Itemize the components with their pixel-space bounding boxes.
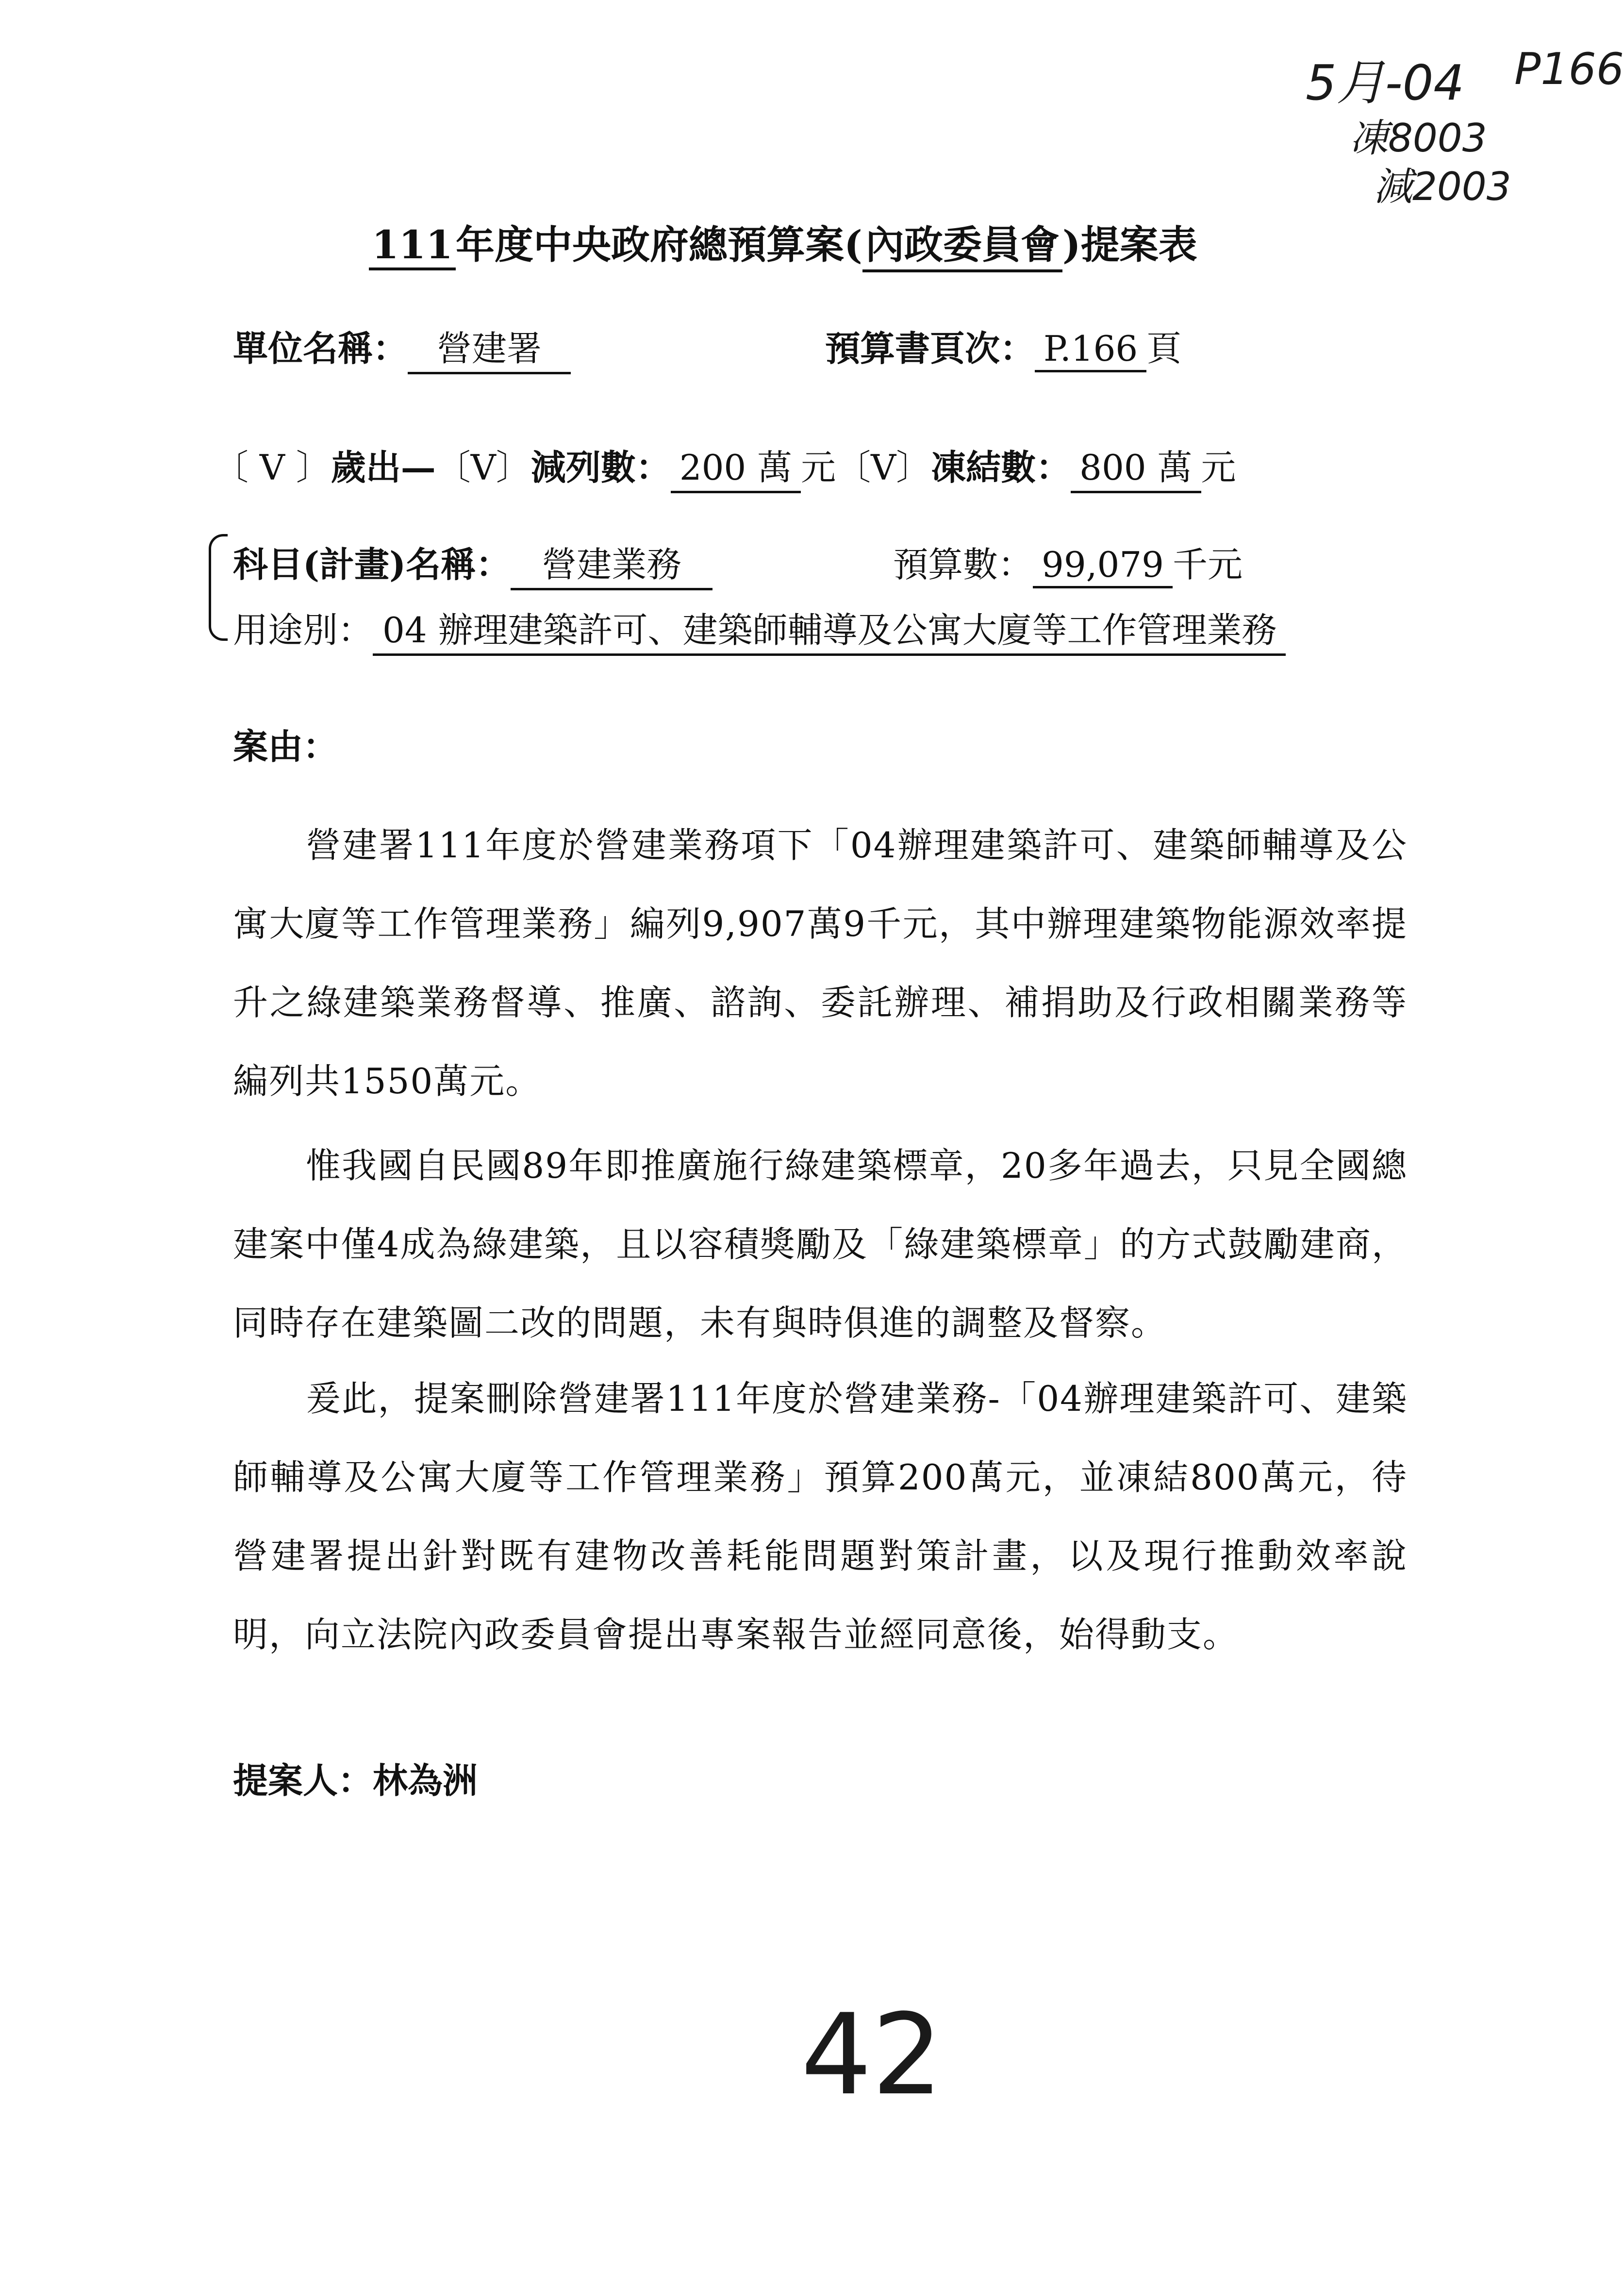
budget-page-label: 預算書頁次： [825,328,1035,369]
title-year: 111 [369,222,456,270]
freeze-label: 凍結數： [931,447,1071,488]
checkbox-reduce: 〔V〕 [435,447,531,488]
reduce-label: 減列數： [530,447,671,488]
account-row [233,536,713,590]
page-title [369,214,1197,272]
budget-amount-row [893,536,1243,588]
proposer-label: 提案人： [233,1760,373,1801]
reason-paragraph-1: 營建署111年度於營建業務項下「04辦理建築許可、建築師輔導及公寓大廈等工作管理業務」編列9,907萬9千元，其中辦理建築物能源效率提升之綠建築業務督導、推廣、諮詢、委託辦理、補捐助及行政相關業務等編列共1550萬元。 [233,825,1408,1102]
account-brace [209,534,228,641]
proposer-row [233,1753,478,1803]
expenditure-row [214,439,1236,493]
reduce-value: 200 萬 [671,439,801,493]
budget-page-suffix: 頁 [1146,328,1182,369]
checkbox-freeze: 〔V〕 [836,447,931,488]
unit-name-value: 營建署 [408,320,571,374]
handwritten-page-number: 42 [801,1990,943,2120]
purpose-row [233,602,1286,656]
unit-name-row [233,320,571,374]
reason-paragraph-3: 爰此，提案刪除營建署111年度於營建業務-「04辦理建築許可、建築師輔導及公寓大廈等工作管理業務」預算200萬元，並凍結800萬元，待營建署提出針對既有建物改善耗能問題對策計畫，以及現行推動效率說明，向立法院內政委員會提出專案報告並經同意後，始得動支。 [233,1378,1408,1655]
checkbox-expenditure: 〔 V 〕 [214,447,331,488]
handwritten-cut-amount: 減2003 [1374,164,1511,209]
title-text-b: )提案表 [1062,222,1197,267]
purpose-label: 用途別： [233,610,373,651]
budget-amount-value: 99,079 [1033,544,1173,588]
handwritten-annotation-date: 5月-04 [1306,54,1464,111]
reduce-unit: 元 [801,447,836,488]
purpose-value: 04 辦理建築許可、建築師輔導及公寓大廈等工作管理業務 [373,602,1286,656]
expenditure-type-label: 歲出— [331,447,436,488]
budget-page-value: P.166 [1035,328,1146,372]
budget-amount-unit: 千元 [1172,544,1243,585]
freeze-unit: 元 [1201,447,1236,488]
unit-name-label: 單位名稱： [233,328,408,369]
account-value: 營建業務 [511,536,713,590]
reason-paragraph-2: 惟我國自民國89年即推廣施行綠建築標章，20多年過去，只見全國總建案中僅4成為綠建築，且以容積獎勵及「綠建築標章」的方式鼓勵建商，同時存在建築圖二改的問題，未有與時俱進的調整及督察。 [233,1145,1408,1343]
freeze-value: 800 萬 [1071,439,1201,493]
handwritten-page-ref: P166 [1514,44,1624,95]
title-text-a: 年度中央政府總預算案( [456,222,862,267]
budget-amount-label: 預算數： [893,544,1033,585]
account-label: 科目(計畫)名稱： [233,544,511,585]
handwritten-frozen-amount: 凍8003 [1349,116,1487,161]
proposer-name: 林為洲 [373,1760,478,1801]
budget-page-row [825,320,1181,372]
reason-label: 案由： [233,726,338,767]
title-committee: 內政委員會 [862,214,1062,272]
